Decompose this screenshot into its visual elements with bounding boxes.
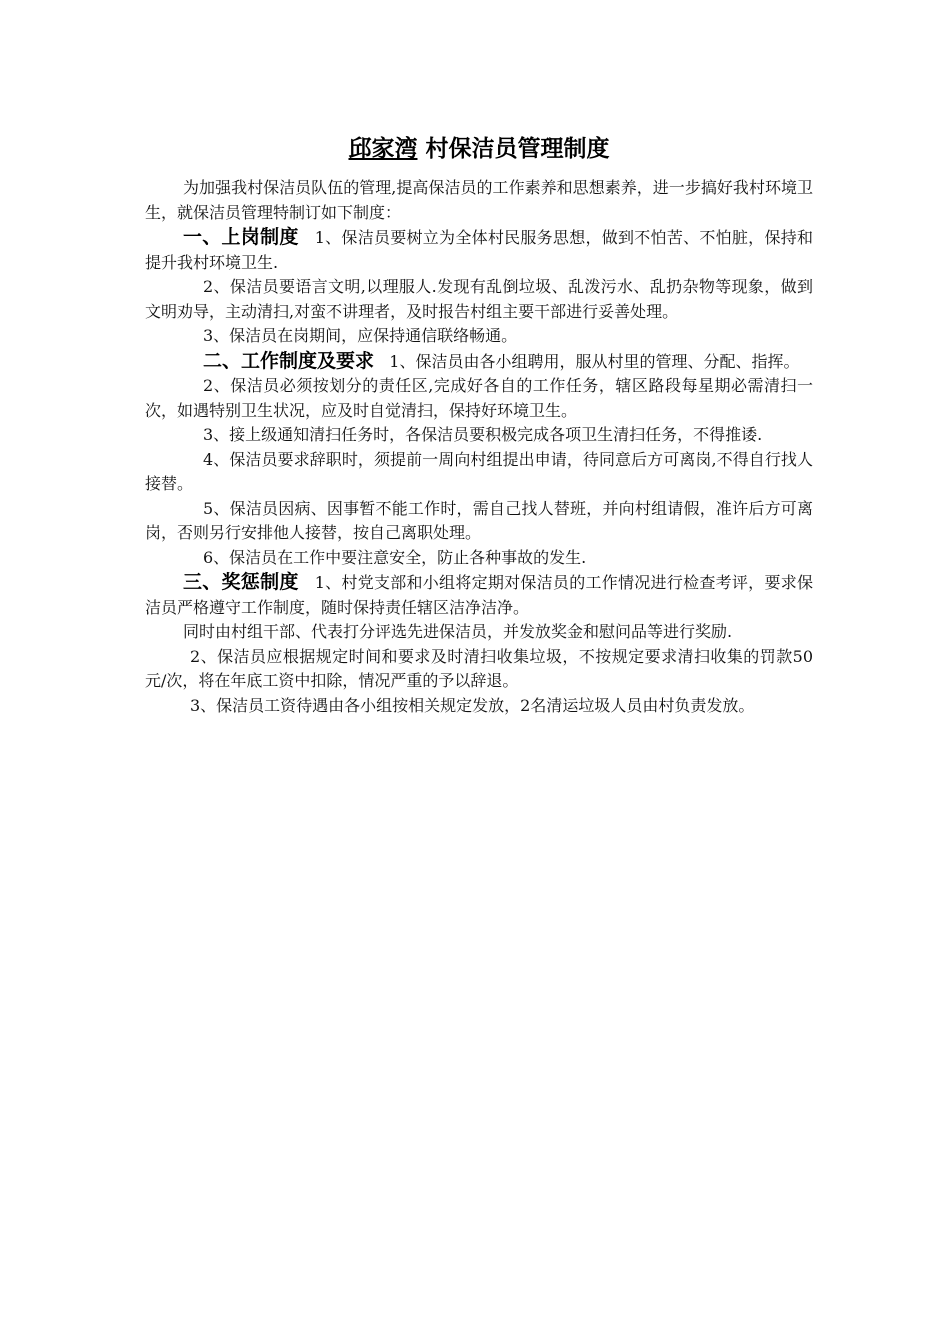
section2-item3: 3、接上级通知清扫任务时，各保洁员要积极完成各项卫生清扫任务，不得推诿.	[203, 425, 763, 444]
section3-item1-continued: 同时由村组干部、代表打分评选先进保洁员，并发放奖金和慰问品等进行奖励.	[183, 622, 733, 641]
section2-item5: 5、保洁员因病、因事暂不能工作时，需自己找人替班，并向村组请假，准许后方可离岗，否则另行安排他人接替，按自己离职处理。	[145, 498, 813, 542]
document-body	[145, 132, 813, 718]
section3-item2: 2、保洁员应根据规定时间和要求及时清扫收集垃圾，不按规定要求清扫收集的罚款50元/次，将在年底工资中扣除，情况严重的予以辞退。	[145, 646, 813, 690]
section1-heading: 一、上岗制度	[183, 226, 299, 248]
title-rest: 村保洁员管理制度	[417, 136, 610, 162]
document-title	[145, 132, 813, 166]
section2-heading: 二、工作制度及要求	[203, 349, 375, 372]
section3-heading: 三、奖惩制度	[183, 571, 299, 593]
title-village-name: 邱家湾	[348, 136, 418, 162]
section3-item1: 1、村党支部和小组将定期对保洁员的工作情况进行检查考评，要求保洁员严格遵守工作制度，随时保持责任辖区洁净洁净。	[145, 573, 813, 617]
section2-item1: 1、保洁员由各小组聘用，服从村里的管理、分配、指挥。	[389, 351, 800, 371]
section2-paragraph	[145, 349, 813, 375]
intro-paragraph: 为加强我村保洁员队伍的管理,提高保洁员的工作素养和思想素养，进一步搞好我村环境卫生，就保洁员管理特制订如下制度：	[145, 178, 813, 222]
section2-item2: 2、保洁员必须按划分的责任区,完成好各自的工作任务，辖区路段每星期必需清扫一次，如遇特别卫生状况，应及时自觉清扫，保持好环境卫生。	[145, 376, 813, 420]
section1-item1: 1、保洁员要树立为全体村民服务思想，做到不怕苦、不怕脏，保持和提升我村环境卫生.	[145, 228, 813, 272]
section1-item2: 2、保洁员要语言文明,以理服人.发现有乱倒垃圾、乱泼污水、乱扔杂物等现象，做到文明劝导，主动清扫,对蛮不讲理者，及时报告村组主要干部进行妥善处理。	[145, 277, 813, 321]
section2-item4: 4、保洁员要求辞职时，须提前一周向村组提出申请，待同意后方可离岗,不得自行找人接替。	[145, 449, 813, 493]
section3-item3: 3、保洁员工资待遇由各小组按相关规定发放，2名清运垃圾人员由村负责发放。	[190, 695, 755, 715]
section1-paragraph	[145, 225, 813, 275]
section1-item3: 3、保洁员在岗期间，应保持通信联络畅通。	[203, 326, 518, 345]
section2-item6: 6、保洁员在工作中要注意安全，防止各种事故的发生.	[203, 547, 587, 567]
section3-paragraph	[145, 570, 813, 620]
